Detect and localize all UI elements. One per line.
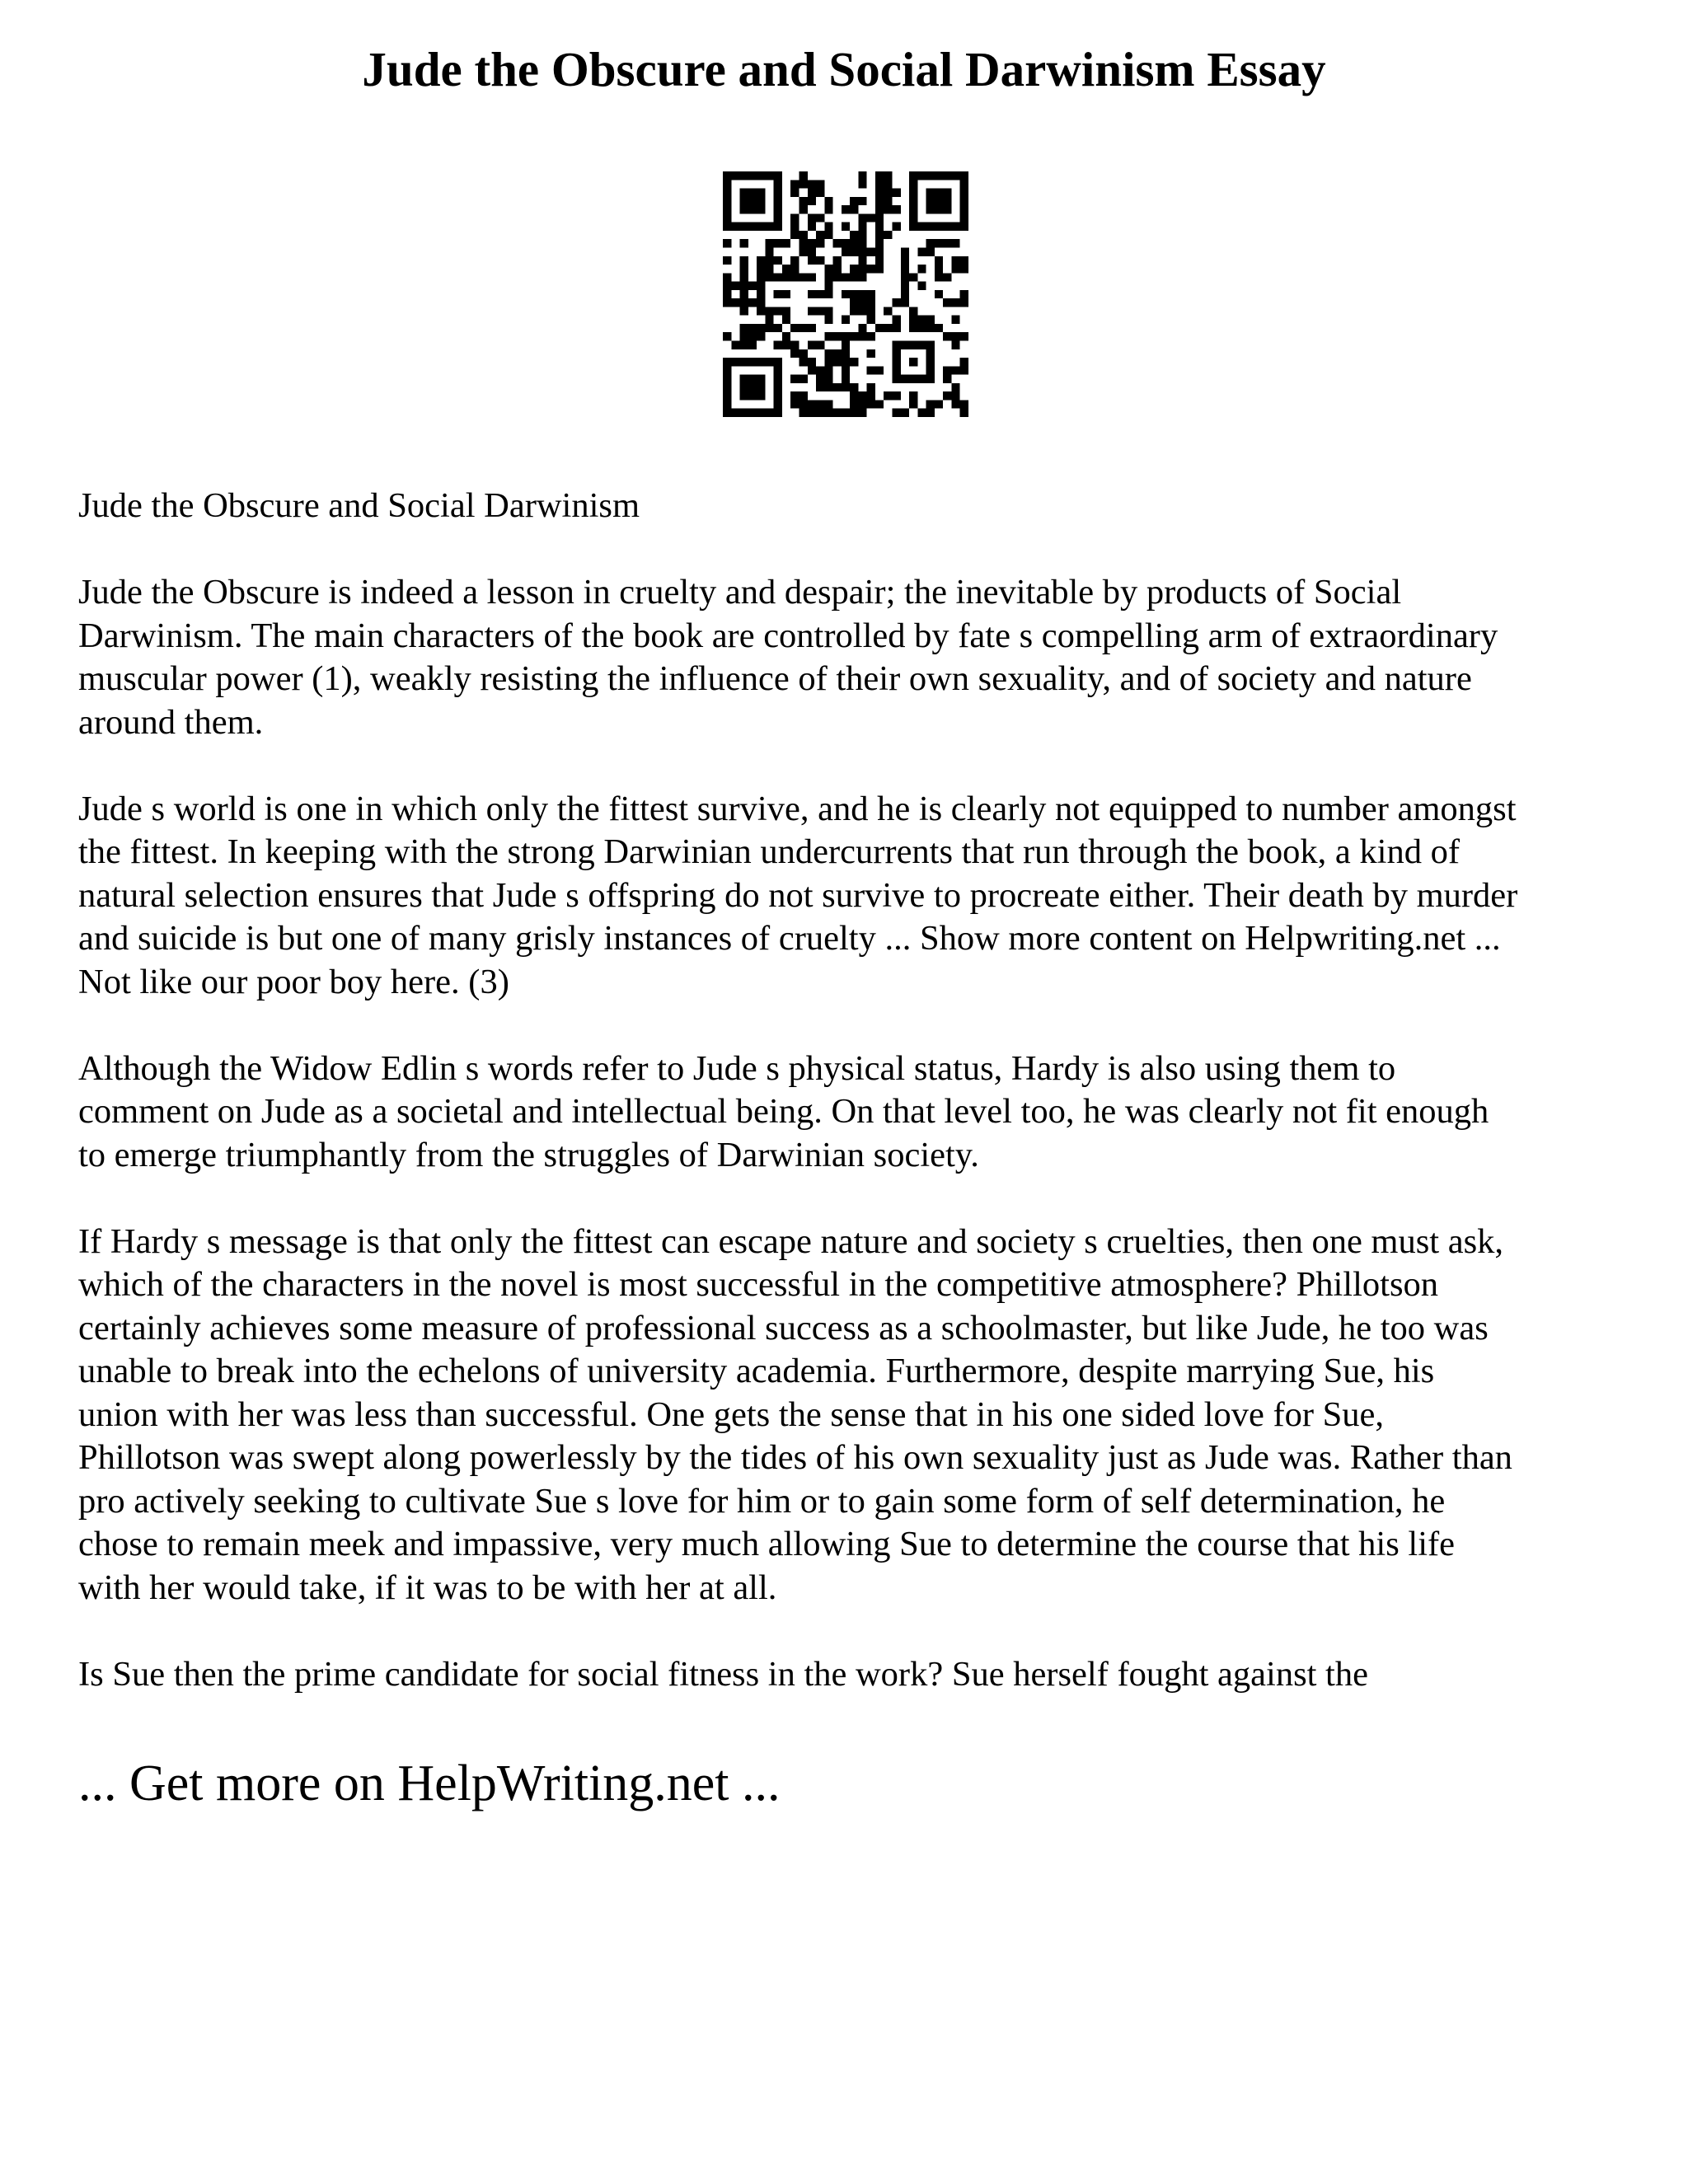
essay-body (78, 485, 1628, 1740)
get-more-link[interactable]: ... Get more on HelpWriting.net ... (78, 1755, 781, 1811)
document-title: Jude the Obscure and Social Darwinism Essay (362, 42, 1326, 96)
essay-paragraph: Jude the Obscure is indeed a lesson in cruelty and despair; the inevitable by products of Social Darwinism. The main characters of the book are controlled by fate s compelling arm of extraordinary muscular power (1), weakly resisting the influence of their own sexuality, and of society and nature around them. (78, 573, 1498, 742)
qr-code-icon (723, 171, 968, 417)
essay-subtitle: Jude the Obscure and Social Darwinism (78, 486, 640, 525)
essay-paragraph: Although the Widow Edlin s words refer to Jude s physical status, Hardy is also using them to comment on Jude as a societal and intellectual being. On that level too, he was clearly not fit enough to emerge triumphantly from the struggles of Darwinian society. (78, 1048, 1489, 1174)
essay-paragraph: If Hardy s message is that only the fittest can escape nature and society s cruelties, then one must ask, which of the characters in the novel is most successful in the competitive atmosphere? Phillotson certainly achieves some measure of professional success as a schoolmaster, but like Jude, he too was unable to break into the echelons of university academia. Furthermore, despite marrying Sue, his union with her was less than successful. One gets the sense that in his one sided love for Sue, Phillotson was swept along powerlessly by the tides of his own sexuality just as Jude was. Rather than pro actively seeking to cultivate Sue s love for him or to gain some form of self determination, he chose to remain meek and impassive, very much allowing Sue to determine the course that his life with her would take, if it was to be with her at all. (78, 1221, 1512, 1607)
essay-paragraph: Jude s world is one in which only the fittest survive, and he is clearly not equipped to number amongst the fittest. In keeping with the strong Darwinian undercurrents that run through the book, a kind of natural selection ensures that Jude s offspring do not survive to procreate either. Their death by murder and suicide is but one of many grisly instances of cruelty ... Show more content on Helpwriting.net ... Not like our poor boy here. (3) (78, 789, 1518, 1001)
essay-paragraph: Is Sue then the prime candidate for social fitness in the work? Sue herself fought against the (78, 1654, 1368, 1694)
